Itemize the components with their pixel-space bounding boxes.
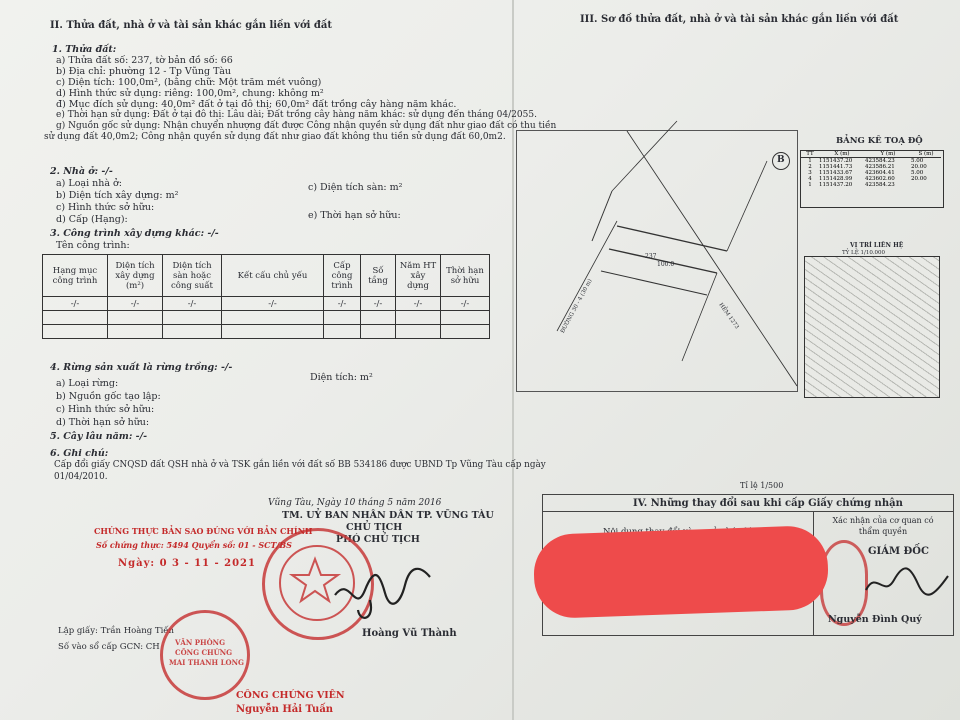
house-build-area: b) Diện tích xây dựng: m² [56, 190, 179, 201]
changes-col-confirm: Xác nhận của cơ quan có thẩm quyền [832, 516, 934, 536]
forest-term: d) Thời hạn sở hữu: [56, 417, 150, 428]
coord-table-title: BẢNG KÊ TOẠ ĐỘ [836, 136, 923, 146]
forest-type: a) Loại rừng: [56, 378, 119, 389]
vice-chairman-label: PHÓ CHỦ TỊCH [336, 534, 420, 545]
coord-cell: 1151437.20 [819, 182, 853, 188]
location-map [804, 256, 940, 398]
notary-seal [160, 610, 250, 700]
land-heading: 1. Thửa đất: [52, 44, 117, 55]
page-fold [512, 0, 514, 720]
coord-cell: 423602.60 [865, 176, 895, 182]
house-heading: 2. Nhà ở: -/- [50, 166, 113, 177]
house-floor-area: c) Diện tích sàn: m² [308, 182, 403, 193]
road-left-label: ĐƯỜNG 30 - 4 (30 m) [559, 278, 594, 335]
forest-ownership: c) Hình thức sở hữu: [56, 404, 155, 415]
section-ii-title: II. Thửa đất, nhà ở và tài sản khác gắn liền với đất [50, 20, 333, 31]
committee-title: TM. UỶ BAN NHÂN DÂN TP. VŨNG TÀU [282, 510, 494, 521]
house-type: a) Loại nhà ở: [56, 178, 122, 189]
coord-cell: 2 [808, 164, 812, 170]
house-grade: d) Cấp (Hạng): [56, 214, 128, 225]
coord-header: X (m) [819, 151, 865, 158]
works-col-header: Hạng mục công trình [43, 255, 108, 297]
coord-cell: 423586.21 [865, 164, 895, 170]
location-map-title: VỊ TRÍ LIÊN HỆ [850, 242, 904, 249]
certify-title: CHỨNG THỰC BẢN SAO ĐÚNG VỚI BẢN CHÍNH [94, 526, 313, 536]
coord-cell: 1151441.73 [819, 164, 853, 170]
works-cell: -/- [361, 297, 396, 311]
notary-name: Nguyễn Hải Tuấn [236, 704, 334, 715]
director-signature-icon [862, 562, 952, 602]
works-col-header: Năm HT xây dựng [396, 255, 441, 297]
plot-number: 237 [645, 253, 657, 260]
land-line: b) Địa chỉ: phường 12 - Tp Vũng Tàu [56, 66, 231, 77]
works-cell: -/- [43, 297, 108, 311]
coord-cell: 4 [808, 176, 812, 182]
plot-diagram [516, 130, 798, 392]
forest-area: Diện tích: m² [310, 372, 373, 383]
plot-area: 100.0 [657, 261, 675, 268]
clerk-line: Lập giấy: Trần Hoàng Tiến [58, 626, 175, 636]
works-col-header: Thời hạn sở hữu [441, 255, 490, 297]
works-table [42, 254, 490, 339]
director-title: GIÁM ĐỐC [868, 546, 929, 557]
works-cell: -/- [324, 297, 361, 311]
chairman-label: CHỦ TỊCH [346, 522, 403, 533]
issue-date: Vũng Tàu, Ngày 10 tháng 5 năm 2016 [268, 498, 442, 508]
house-term: e) Thời hạn sở hữu: [308, 210, 401, 221]
works-name-label: Tên công trình: [56, 240, 130, 251]
works-cell: -/- [163, 297, 222, 311]
certify-number: Số chứng thực: 5494 Quyển số: 01 - SCT/BS [96, 540, 292, 550]
signer-name: Hoàng Vũ Thành [362, 628, 457, 639]
coord-cell: 1 [808, 158, 812, 164]
director-name: Nguyễn Đình Quý [828, 614, 922, 625]
works-col-header: Diện tích xây dựng (m²) [108, 255, 163, 297]
land-line: g) Nguồn gốc sử dụng: Nhận chuyển nhượng đất được Công nhận quyền sử dụng đất như giao đất có thu tiền [56, 121, 557, 131]
notes-line: Cấp đổi giấy CNQSD đất QSH nhà ở và TSK gắn liền với đất số BB 534186 được UBND Tp Vũng Tàu cấp ngày [54, 460, 546, 470]
section-iii-title: III. Sơ đồ thửa đất, nhà ở và tài sản khác gắn liền với đất [580, 14, 899, 25]
coord-table [800, 150, 944, 208]
works-col-header: Diện tích sàn hoặc công suất [163, 255, 222, 297]
coord-cell: 1151433.67 [819, 170, 853, 176]
land-line: đ) Mục đích sử dụng: 40,0m² đất ở tại đô thị; 60,0m² đất trồng cây hàng năm khác. [56, 99, 457, 110]
coord-cell: 5.00 [911, 170, 924, 176]
works-cell: -/- [441, 297, 490, 311]
land-line: d) Hình thức sử dụng: riêng: 100,0m², chung: không m² [56, 88, 324, 99]
other-works-heading: 3. Công trình xây dựng khác: -/- [50, 228, 219, 239]
works-col-header: Số tầng [361, 255, 396, 297]
location-map-scale: TỶ LỆ 1/10.000 [842, 250, 886, 256]
coord-cell: 1 [808, 182, 812, 188]
coord-header: Y (m) [865, 151, 911, 158]
works-cell: -/- [108, 297, 163, 311]
works-cell: -/- [222, 297, 324, 311]
notary-office-line: MAI THANH LONG [169, 658, 244, 667]
coord-cell: 423584.23 [865, 182, 895, 188]
forest-origin: b) Nguồn gốc tạo lập: [56, 391, 161, 402]
land-line: e) Thời hạn sử dụng: Đất ở tại đô thị: Lâu dài; Đất trồng cây hàng năm khác: sử dụng đến tháng 04/2055. [56, 110, 537, 120]
notary-title: CÔNG CHỨNG VIÊN [236, 690, 345, 701]
redaction-mark [533, 525, 830, 619]
notary-office-line: CÔNG CHỨNG [175, 648, 233, 657]
coord-cell: 5.00 [911, 158, 924, 164]
changes-title: IV. Những thay đổi sau khi cấp Giấy chứng nhận [633, 498, 903, 509]
coord-cell: 423604.41 [865, 170, 895, 176]
land-line: c) Diện tích: 100,0m², (bằng chữ: Một trăm mét vuông) [56, 77, 322, 88]
coord-header: S (m) [911, 151, 941, 158]
road-right-label: HẺM 1273 [717, 302, 740, 331]
notary-office-line: VĂN PHÒNG [175, 638, 226, 647]
certify-date: Ngày: 0 3 - 11 - 2021 [118, 558, 256, 569]
works-col-header: Kết cấu chủ yếu [222, 255, 324, 297]
coord-header: TT [801, 151, 819, 158]
diagram-scale: Tỉ lệ 1/500 [740, 481, 784, 490]
coord-cell: 20.00 [911, 176, 927, 182]
forest-heading: 4. Rừng sản xuất là rừng trồng: -/- [50, 362, 233, 373]
works-col-header: Cấp công trình [324, 255, 361, 297]
chairman-signature-icon [330, 555, 440, 625]
coord-cell: 1151428.99 [819, 176, 853, 182]
land-line: a) Thửa đất số: 237, tờ bản đồ số: 66 [56, 55, 233, 66]
coord-cell: 423584.23 [865, 158, 895, 164]
house-ownership: c) Hình thức sở hữu: [56, 202, 155, 213]
coord-cell: 20.00 [911, 164, 927, 170]
coord-cell: 1151437.20 [819, 158, 853, 164]
works-cell: -/- [396, 297, 441, 311]
coord-cell: 3 [808, 170, 812, 176]
notes-heading: 6. Ghi chú: [50, 448, 109, 459]
coord-cell [911, 182, 941, 188]
registry-line: Số vào sổ cấp GCN: CH [58, 642, 160, 652]
perennial-heading: 5. Cây lâu năm: -/- [50, 431, 148, 442]
land-line: sử dụng đất 40,0m2; Công nhận quyền sử dụng đất như giao đất không thu tiền sử dụng đất 60,0m2. [44, 132, 506, 142]
notes-line: 01/04/2010. [54, 472, 108, 482]
north-arrow-icon: B [772, 152, 790, 170]
